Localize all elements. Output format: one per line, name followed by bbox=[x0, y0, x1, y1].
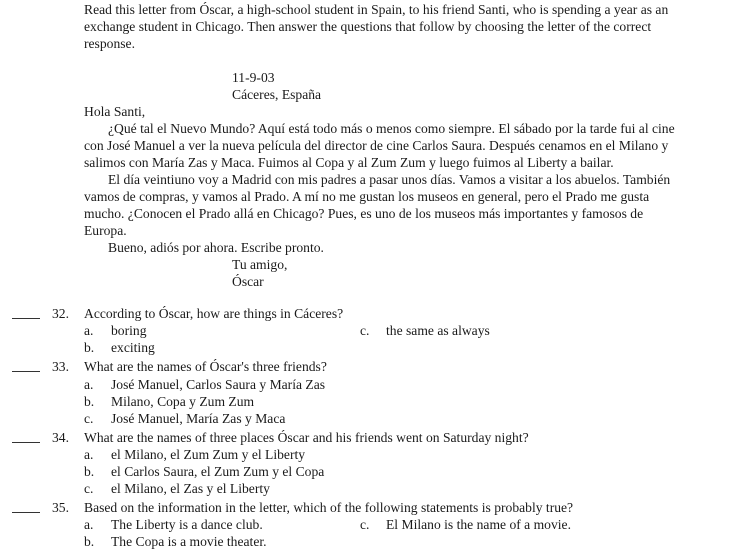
letter-body-line: El día veintiuno voy a Madrid con mis padres a pasar unos días. Vamos a visitar a los abuelos. También bbox=[108, 172, 671, 187]
letter-body-line: salimos con María Zas y Maca. Fuimos al Copa y al Zum Zum y luego fuimos al Liberty a bailar. bbox=[84, 155, 614, 170]
option-letter: a. bbox=[84, 377, 94, 392]
question-number: 34. bbox=[52, 430, 69, 445]
letter-body-line: con José Manuel a ver la nueva película del director de cine Carlos Saura. Después cenamos en el Milano y bbox=[84, 138, 669, 153]
question-text: What are the names of three places Óscar and his friends went on Saturday night? bbox=[84, 430, 529, 445]
option-letter: b. bbox=[84, 534, 95, 549]
option-text: José Manuel, Carlos Saura y María Zas bbox=[111, 377, 326, 392]
option-letter: c. bbox=[84, 481, 94, 496]
answer-blank-34[interactable] bbox=[12, 442, 40, 443]
option-letter: c. bbox=[84, 411, 94, 426]
option-text: el Carlos Saura, el Zum Zum y el Copa bbox=[111, 464, 325, 479]
question-text: According to Óscar, how are things in Cáceres? bbox=[84, 306, 344, 321]
letter-body-line: ¿Qué tal el Nuevo Mundo? Aquí está todo más o menos como siempre. El sábado por la tarde fui al cine bbox=[108, 121, 675, 136]
option-text: The Liberty is a dance club. bbox=[111, 517, 263, 532]
letter-body-line: Bueno, adiós por ahora. Escribe pronto. bbox=[108, 240, 324, 255]
option-text: el Milano, el Zas y el Liberty bbox=[111, 481, 270, 496]
option-letter: a. bbox=[84, 517, 94, 532]
letter-place: Cáceres, España bbox=[232, 87, 322, 102]
question-number: 32. bbox=[52, 306, 69, 321]
letter-body-line: vamos de compras, y vamos al Prado. A mí no me gustan los museos en general, pero el Prado me gusta bbox=[84, 189, 650, 204]
option-letter: c. bbox=[360, 323, 370, 338]
option-text: The Copa is a movie theater. bbox=[111, 534, 267, 549]
option-text: el Milano, el Zum Zum y el Liberty bbox=[111, 447, 306, 462]
instructions bbox=[84, 1, 724, 52]
answer-blank-35[interactable] bbox=[12, 512, 40, 513]
option-letter: b. bbox=[84, 394, 95, 409]
option-text: El Milano is the name of a movie. bbox=[386, 517, 571, 532]
instructions-line: response. bbox=[84, 36, 135, 51]
letter-body-line: mucho. ¿Conocen el Prado allá en Chicago? Pues, es uno de los museos más importantes y famosos de bbox=[84, 206, 644, 221]
option-text: boring bbox=[111, 323, 147, 338]
question-text: Based on the information in the letter, which of the following statements is probably true? bbox=[84, 500, 574, 515]
question-text: What are the names of Óscar's three friends? bbox=[84, 359, 327, 374]
instructions-line: exchange student in Chicago. Then answer the questions that follow by choosing the letter of the correct bbox=[84, 19, 652, 34]
option-letter: c. bbox=[360, 517, 370, 532]
answer-blank-32[interactable] bbox=[12, 318, 40, 319]
option-text: the same as always bbox=[386, 323, 490, 338]
option-text: Milano, Copa y Zum Zum bbox=[111, 394, 255, 409]
answer-blank-33[interactable] bbox=[12, 371, 40, 372]
question-number: 33. bbox=[52, 359, 69, 374]
letter-closing: Tu amigo, bbox=[232, 257, 288, 272]
option-letter: a. bbox=[84, 323, 94, 338]
option-text: exciting bbox=[111, 340, 155, 355]
option-text: José Manuel, María Zas y Maca bbox=[111, 411, 286, 426]
letter-date: 11-9-03 bbox=[232, 70, 275, 85]
option-letter: a. bbox=[84, 447, 94, 462]
instructions-line: Read this letter from Óscar, a high-school student in Spain, to his friend Santi, who is spending a year as an bbox=[84, 2, 669, 17]
question-number: 35. bbox=[52, 500, 69, 515]
option-letter: b. bbox=[84, 464, 95, 479]
letter-signature: Óscar bbox=[232, 274, 264, 289]
letter-body-line: Europa. bbox=[84, 223, 127, 238]
option-letter: b. bbox=[84, 340, 95, 355]
letter-greeting: Hola Santi, bbox=[84, 104, 146, 119]
